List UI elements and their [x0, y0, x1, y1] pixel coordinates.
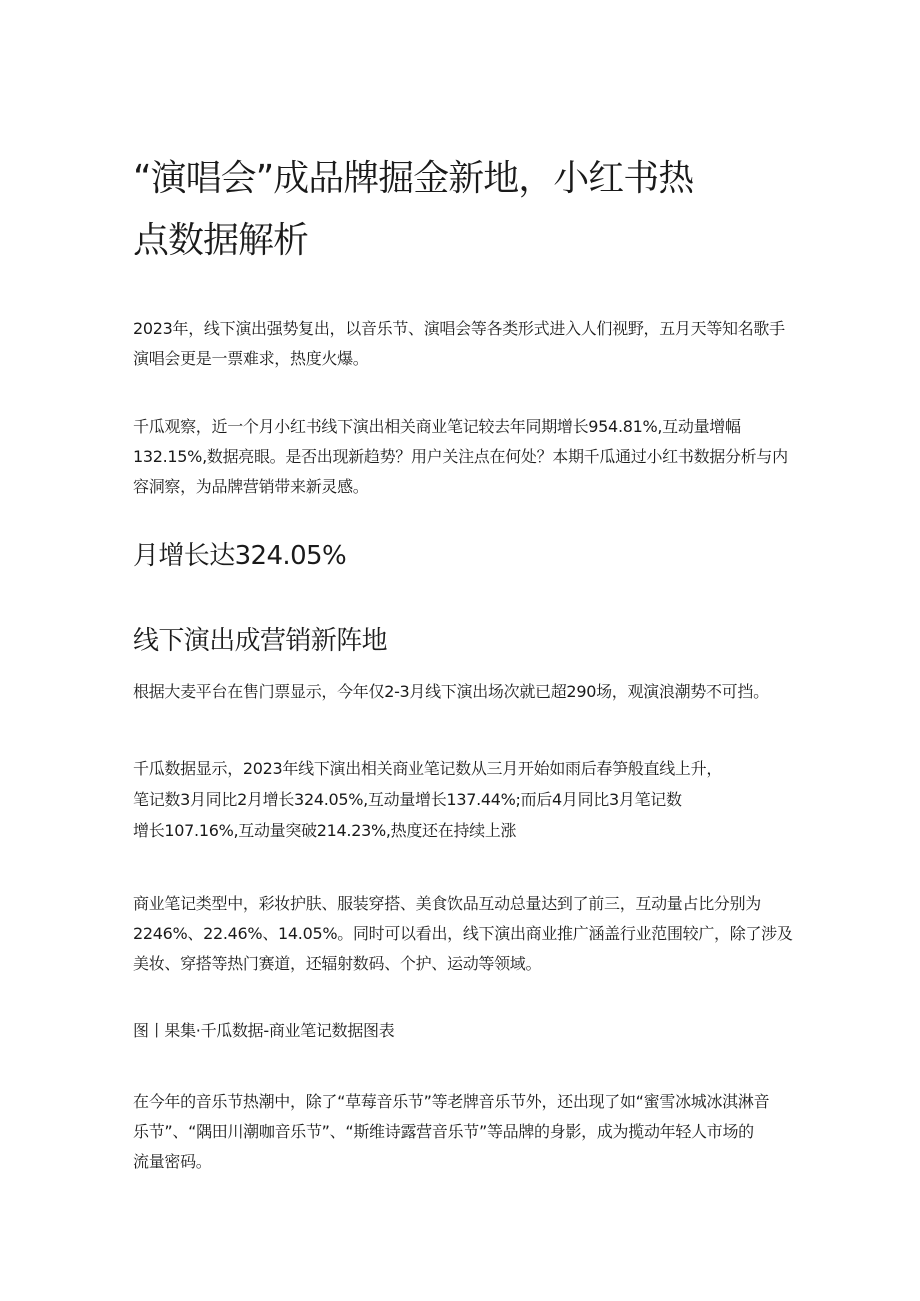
paragraph-line: 乐节”、“隅田川潮咖音乐节”、“斯维诗露营音乐节”等品牌的身影，成为揽动年轻人市场的 — [133, 1122, 754, 1141]
paragraph-line: 流量密码。 — [133, 1152, 212, 1171]
paragraph-line: 根据大麦平台在售门票显示，今年仅2-3月线下演出场次就已超290场，观演浪潮势不可挡。 — [133, 682, 769, 701]
paragraph-line: 商业笔记类型中，彩妆护肤、服装穿搭、美食饮品互动总量达到了前三，互动量占比分别为 — [133, 894, 762, 913]
damai-paragraph — [133, 677, 793, 707]
paragraph-line: 容洞察，为品牌营销带来新灵感。 — [133, 477, 369, 496]
observe-paragraph — [133, 412, 793, 502]
paragraph-line: 2023年，线下演出强势复出，以音乐节、演唱会等各类形式进入人们视野，五月天等知名歌手 — [133, 319, 785, 338]
paragraph-line: 美妆、穿搭等热门赛道，还辐射数码、个护、运动等领域。 — [133, 954, 542, 973]
paragraph-line: 演唱会更是一票难求，热度火爆。 — [133, 349, 369, 368]
paragraph-line: 增长107.16%,互动量突破214.23%,热度还在持续上涨 — [133, 821, 517, 840]
section-heading-growth: 月增长达324.05% — [133, 541, 347, 571]
growth-paragraph — [133, 753, 793, 846]
paragraph-line: 132.15%,数据亮眼。是否出现新趋势？用户关注点在何处？本期千瓜通过小红书数据分析与内 — [133, 447, 788, 466]
section-heading-offline: 线下演出成营销新阵地 — [133, 626, 388, 656]
types-paragraph — [133, 889, 793, 979]
article-title-line: 点数据解析 — [133, 220, 309, 261]
paragraph-line: 在今年的音乐节热潮中，除了“草莓音乐节”等老牌音乐节外，还出现了如“蜜雪冰城冰淇淋音 — [133, 1092, 770, 1111]
paragraph-line: 2246%、22.46%、14.05%。同时可以看出，线下演出商业推广涵盖行业范围较广，除了涉及 — [133, 924, 793, 943]
paragraph-line: 千瓜数据显示，2023年线下演出相关商业笔记数从三月开始如雨后春笋般直线上升， — [133, 759, 723, 778]
article-title-line: “演唱会”成品牌掘金新地，小红书热 — [133, 158, 694, 199]
intro-paragraph — [133, 314, 793, 374]
article-title — [133, 148, 793, 272]
festival-paragraph — [133, 1087, 793, 1177]
figure-caption: 图丨果集·千瓜数据-商业笔记数据图表 — [133, 1021, 395, 1040]
paragraph-line: 千瓜观察，近一个月小红书线下演出相关商业笔记较去年同期增长954.81%,互动量增幅 — [133, 417, 741, 436]
paragraph-line: 笔记数3月同比2月增长324.05%,互动量增长137.44%;而后4月同比3月笔记数 — [133, 790, 682, 809]
